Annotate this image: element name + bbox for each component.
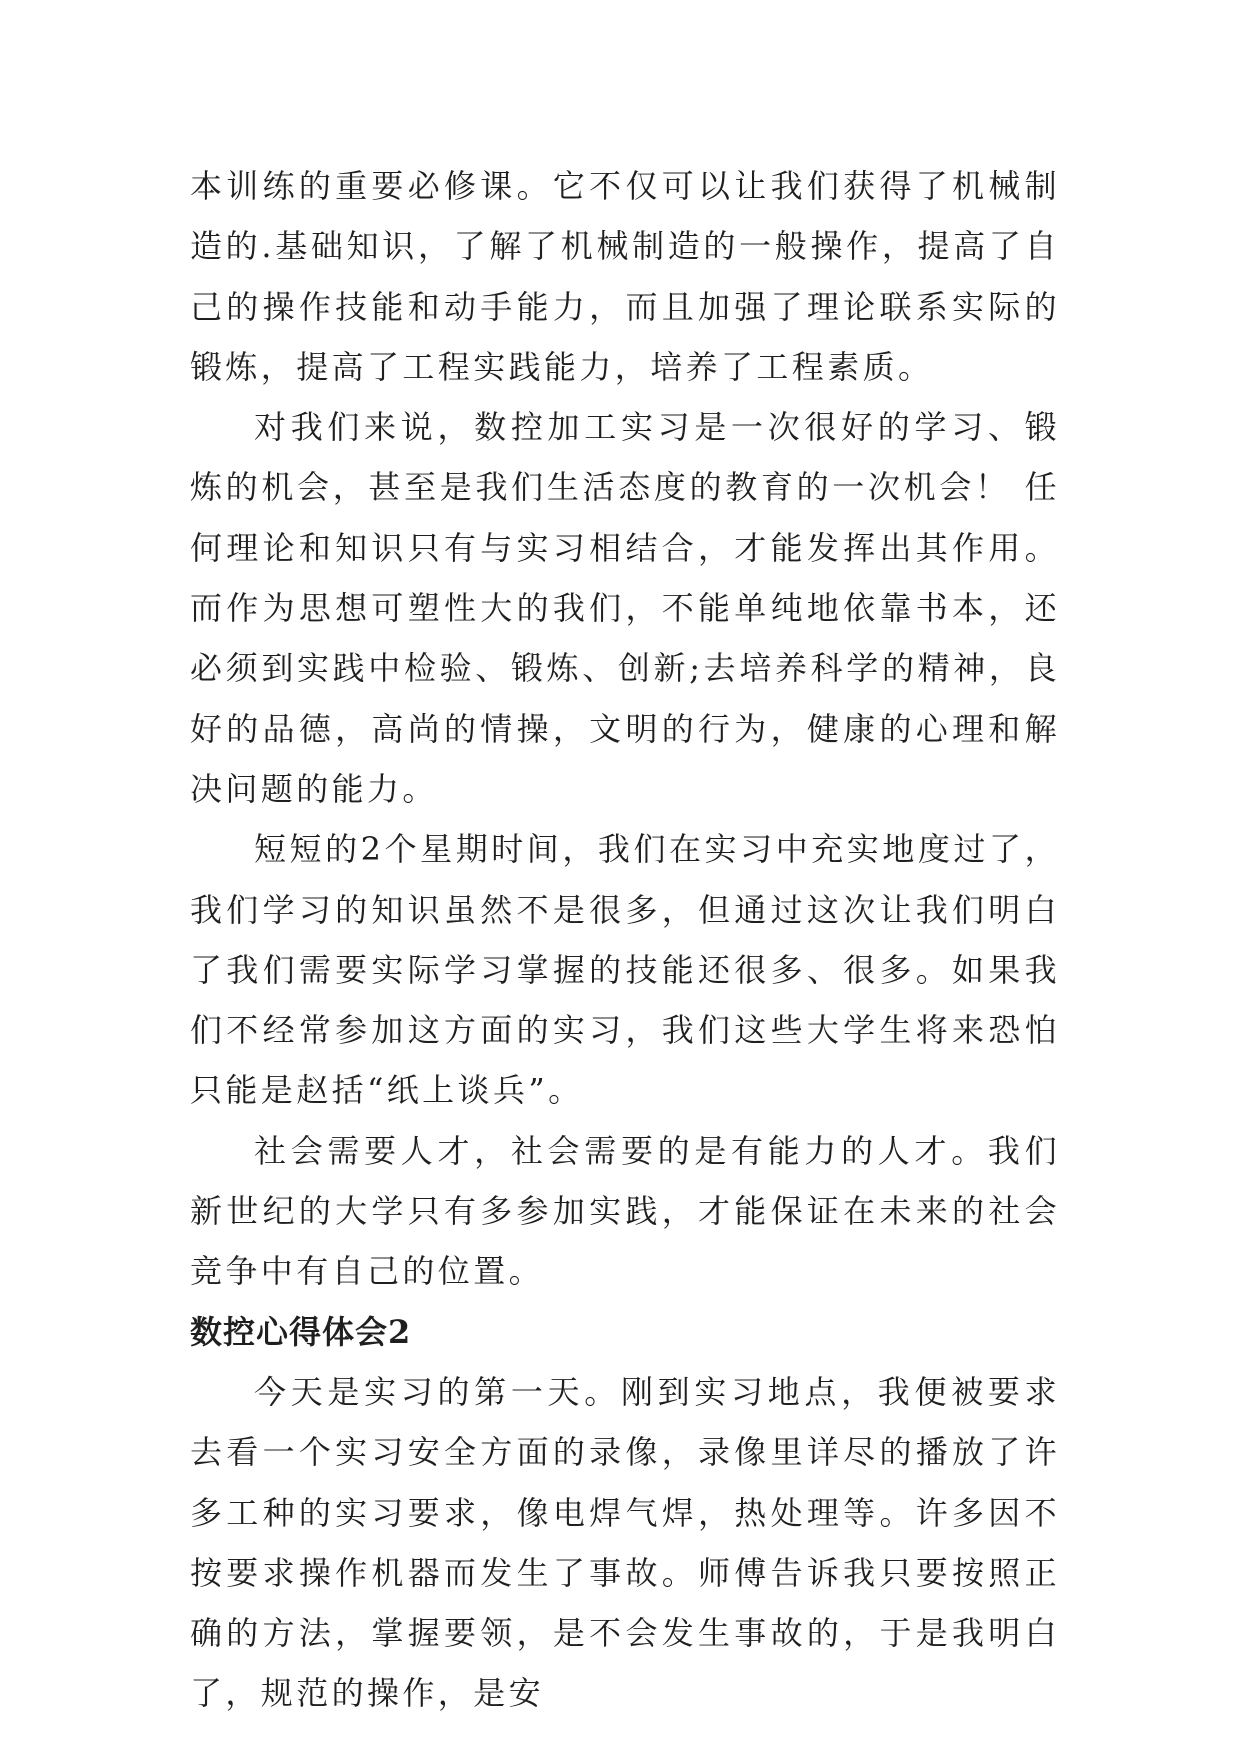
body-paragraph: 本训练的重要必修课。它不仅可以让我们获得了机械制造的.基础知识，了解了机械制造的一般操作，提高了自己的操作技能和动手能力，而且加强了理论联系实际的锻炼，提高了工程实践能力，培养了工程素质。	[190, 167, 1060, 386]
body-paragraph: 短短的2个星期时间，我们在实习中充实地度过了，我们学习的知识虽然不是很多，但通过这次让我们明白了我们需要实际学习掌握的技能还很多、很多。如果我们不经常参加这方面的实习，我们这些大学生将来恐怕只能是赵括“纸上谈兵”。	[190, 830, 1060, 1110]
body-paragraph: 今天是实习的第一天。刚到实习地点，我便被要求去看一个实习安全方面的录像，录像里详尽的播放了许多工种的实习要求，像电焊气焊，热处理等。许多因不按要求操作机器而发生了事故。师傅告诉我只要按照正确的方法，掌握要领，是不会发生事故的，于是我明白了，规范的操作，是安	[190, 1372, 1060, 1713]
body-paragraph: 对我们来说，数控加工实习是一次很好的学习、锻炼的机会，甚至是我们生活态度的教育的一次机会！ 任何理论和知识只有与实习相结合，才能发挥出其作用。而作为思想可塑性大的我们，不能单纯地依靠书本，还必须到实践中检验、锻炼、创新;去培养科学的精神，良好的品德，高尚的情操，文明的行为，健康的心理和解决问题的能力。	[190, 408, 1060, 808]
section-heading: 数控心得体会2	[190, 1312, 412, 1351]
body-paragraph: 社会需要人才，社会需要的是有能力的人才。我们新世纪的大学只有多参加实践，才能保证在未来的社会竞争中有自己的位置。	[190, 1131, 1060, 1291]
document-body	[190, 156, 1060, 1724]
